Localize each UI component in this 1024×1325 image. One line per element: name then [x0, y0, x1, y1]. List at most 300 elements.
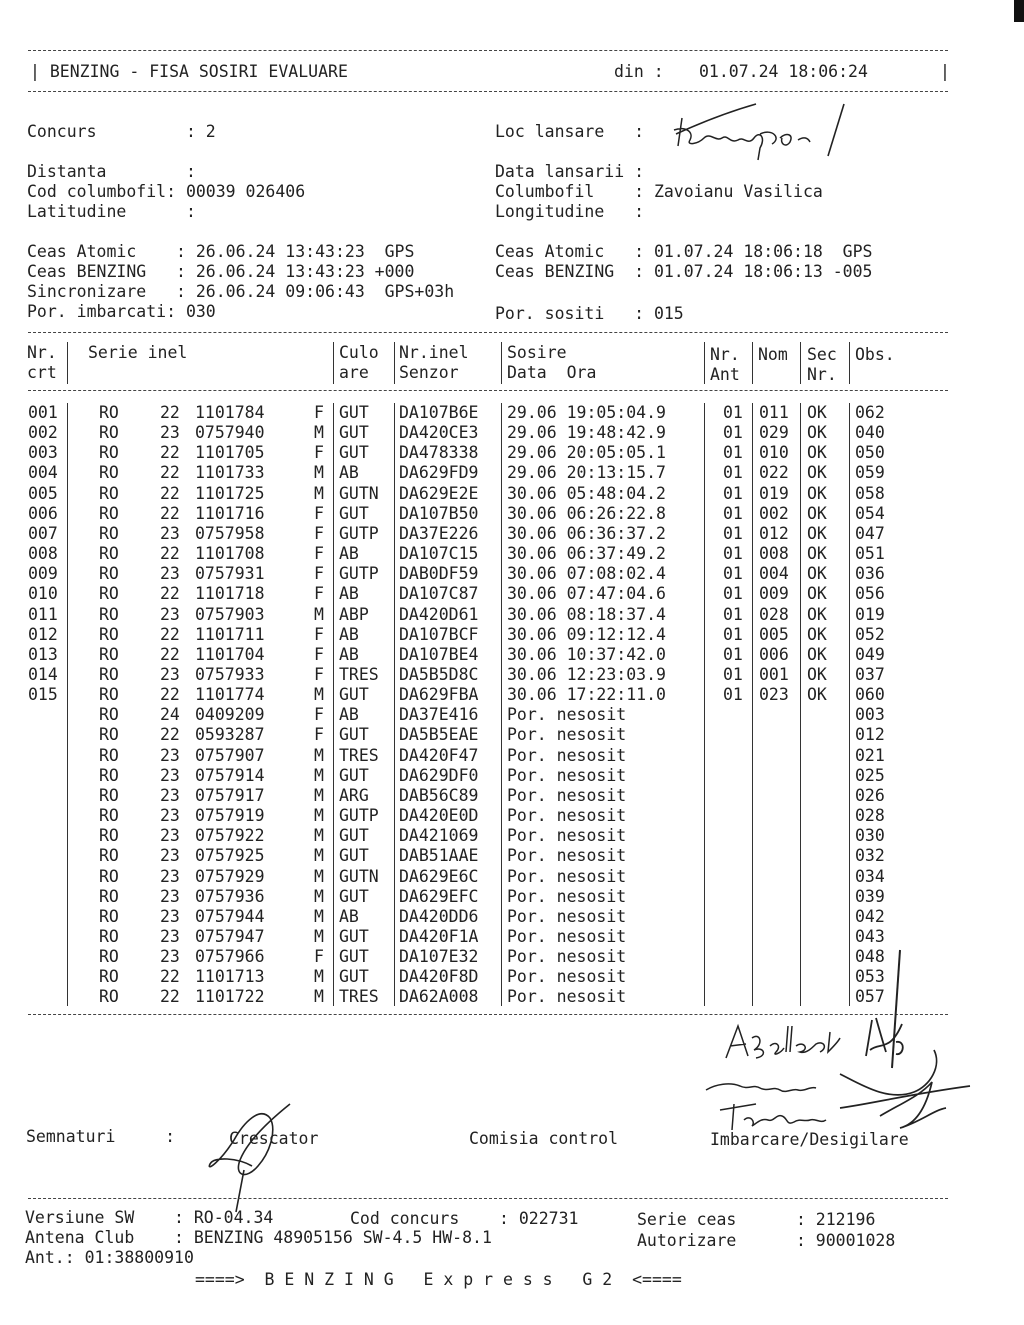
col-sec-header: Sec — [807, 345, 837, 364]
cell-ant: 01 — [723, 423, 743, 443]
cell-an: 23 — [160, 745, 180, 765]
cell-an: 23 — [160, 564, 180, 584]
cell-inel: 1101725 — [195, 483, 265, 503]
cell-ro: RO — [99, 806, 119, 825]
body-sep — [704, 403, 705, 1006]
cell-senzor: DA420DD6 — [399, 906, 479, 926]
cell-nr: 013 — [28, 644, 58, 664]
cell-nr: 004 — [28, 463, 58, 483]
cell-ro: RO — [99, 745, 119, 765]
cell-sex: M — [314, 967, 324, 987]
cell-inel: 0757944 — [195, 906, 265, 926]
cell-nom: 023 — [759, 685, 789, 705]
cell-senzor: DA421069 — [399, 826, 479, 846]
cell-an: 23 — [160, 846, 180, 866]
cell-sex: M — [314, 463, 324, 483]
cell-inel: 0757966 — [195, 947, 265, 966]
cell-an: 22 — [160, 544, 180, 563]
commission-signatures — [720, 1012, 980, 1132]
body-sep — [501, 403, 502, 1006]
cell-culoare: AB — [339, 544, 359, 563]
cell-inel: 1101784 — [195, 403, 265, 422]
cell-obs: 059 — [855, 463, 885, 483]
cell-nom: 028 — [759, 604, 789, 624]
cell-senzor: DA420CE3 — [399, 423, 479, 443]
por-sositi-field: Por. sositi : 015 — [495, 304, 684, 323]
cell-senzor: DA62A008 — [399, 987, 479, 1007]
cell-sosire: 29.06 20:13:15.7 — [507, 463, 666, 483]
cell-obs: 060 — [855, 685, 885, 705]
cell-culoare: AB — [339, 584, 359, 604]
cell-culoare: TRES — [339, 745, 379, 765]
autorizare: Autorizare : 90001028 — [637, 1231, 896, 1250]
cell-obs: 032 — [855, 846, 885, 866]
cell-inel: 1101711 — [195, 624, 265, 644]
cell-obs: 003 — [855, 705, 885, 725]
cell-senzor: DA5B5EAE — [399, 725, 479, 745]
body-sep — [849, 403, 850, 1006]
cell-obs: 012 — [855, 725, 885, 745]
cell-senzor: DA107B50 — [399, 503, 479, 523]
cell-sosire: Por. nesosit — [507, 967, 627, 987]
cell-an: 23 — [160, 906, 180, 926]
cell-senzor: DA107BE4 — [399, 644, 479, 664]
cell-inel: 1101716 — [195, 503, 265, 523]
cell-sosire: Por. nesosit — [507, 785, 627, 805]
cell-sosire: 30.06 07:08:02.4 — [507, 564, 666, 584]
cell-ant: 01 — [723, 503, 743, 523]
col-culoare-header: Culo — [339, 343, 379, 362]
cell-senzor: DA107C15 — [399, 544, 479, 563]
body-sep — [67, 403, 68, 1006]
cell-nr: 011 — [28, 604, 58, 624]
ceas-benzing-end: Ceas BENZING : 01.07.24 18:06:13 -005 — [495, 262, 873, 281]
cell-inel: 0757917 — [195, 785, 265, 805]
cell-sosire: Por. nesosit — [507, 725, 627, 745]
cell-an: 23 — [160, 523, 180, 543]
cell-nr: 007 — [28, 523, 58, 543]
cell-ro: RO — [99, 685, 119, 705]
cell-an: 22 — [160, 967, 180, 987]
cell-senzor: DA629DF0 — [399, 765, 479, 785]
cell-ant: 01 — [723, 564, 743, 584]
cell-sosire: Por. nesosit — [507, 947, 627, 966]
cell-culoare: GUT — [339, 725, 369, 745]
loc-lansare-signature — [668, 98, 858, 164]
cell-sosire: 30.06 10:37:42.0 — [507, 644, 666, 664]
cell-ant: 01 — [723, 403, 743, 422]
cell-senzor: DA629EFC — [399, 886, 479, 906]
cell-an: 23 — [160, 423, 180, 443]
cell-inel: 0757933 — [195, 665, 265, 684]
crescator-signature — [200, 1100, 310, 1220]
cod-concurs: Cod concurs : 022731 — [350, 1209, 579, 1228]
cell-nr: 002 — [28, 423, 58, 443]
cell-sosire: 30.06 07:47:04.6 — [507, 584, 666, 604]
cell-ro: RO — [99, 765, 119, 785]
col-crt-header: crt — [27, 363, 57, 382]
cell-sosire: 30.06 12:23:03.9 — [507, 665, 666, 684]
cell-sec: OK — [807, 483, 827, 503]
cell-obs: 039 — [855, 886, 885, 906]
cell-sex: F — [314, 665, 324, 684]
cell-sec: OK — [807, 403, 827, 422]
ceas-benzing-start: Ceas BENZING : 26.06.24 13:43:23 +000 — [27, 262, 415, 281]
header-sep — [800, 342, 801, 384]
cell-obs: 062 — [855, 403, 885, 422]
cell-sex: F — [314, 584, 324, 604]
cell-culoare: TRES — [339, 665, 379, 684]
cell-sex: F — [314, 523, 324, 543]
cell-ant: 01 — [723, 624, 743, 644]
cell-obs: 051 — [855, 544, 885, 563]
cell-an: 23 — [160, 866, 180, 886]
cell-sec: OK — [807, 564, 827, 584]
body-sep — [333, 403, 334, 1006]
col-nom-header: Nom — [758, 345, 788, 364]
cell-an: 23 — [160, 947, 180, 966]
cell-nr: 009 — [28, 564, 58, 584]
cell-senzor: DA420D61 — [399, 604, 479, 624]
cell-sex: M — [314, 765, 324, 785]
cell-sex: M — [314, 926, 324, 946]
cell-ro: RO — [99, 403, 119, 422]
cell-sosire: 29.06 19:48:42.9 — [507, 423, 666, 443]
cell-ro: RO — [99, 463, 119, 483]
cell-sosire: Por. nesosit — [507, 926, 627, 946]
cell-nr: 015 — [28, 685, 58, 705]
header-sep — [394, 342, 395, 384]
cell-nr: 014 — [28, 665, 58, 684]
cell-culoare: GUT — [339, 846, 369, 866]
cell-nr: 012 — [28, 624, 58, 644]
cell-culoare: GUT — [339, 443, 369, 463]
cell-ro: RO — [99, 987, 119, 1007]
cell-ant: 01 — [723, 523, 743, 543]
cell-ant: 01 — [723, 685, 743, 705]
cell-ro: RO — [99, 544, 119, 563]
cell-an: 23 — [160, 665, 180, 684]
cell-sosire: 30.06 09:12:12.4 — [507, 624, 666, 644]
cell-sosire: 30.06 08:18:37.4 — [507, 604, 666, 624]
cell-sex: M — [314, 806, 324, 825]
cell-senzor: DA629E2E — [399, 483, 479, 503]
cell-sex: M — [314, 685, 324, 705]
cell-sec: OK — [807, 685, 827, 705]
col-culoare-header-2: are — [339, 363, 369, 382]
cell-sosire: Por. nesosit — [507, 806, 627, 825]
cell-sosire: Por. nesosit — [507, 705, 627, 725]
cell-an: 23 — [160, 765, 180, 785]
cell-obs: 049 — [855, 644, 885, 664]
imbarcare-desigilare-label: Imbarcare/Desigilare — [710, 1130, 909, 1149]
crescator-label: Crescator — [229, 1129, 319, 1148]
body-sep — [752, 403, 753, 1006]
cell-senzor: DA107BCF — [399, 624, 479, 644]
cell-sex: M — [314, 826, 324, 846]
cell-an: 23 — [160, 886, 180, 906]
versiune-sw: Versiune SW : RO-04.34 — [25, 1208, 274, 1227]
cell-obs: 042 — [855, 906, 885, 926]
cell-sec: OK — [807, 604, 827, 624]
columbofil-field: Columbofil : Zavoianu Vasilica — [495, 182, 823, 201]
loc-lansare-field: Loc lansare : — [495, 122, 645, 141]
cell-senzor: DAB56C89 — [399, 785, 479, 805]
cell-ro: RO — [99, 564, 119, 584]
cell-inel: 0593287 — [195, 725, 265, 745]
cell-inel: 1101718 — [195, 584, 265, 604]
cell-sosire: 30.06 06:26:22.8 — [507, 503, 666, 523]
col-serie-header: Serie inel — [88, 343, 188, 362]
latitudine-field: Latitudine : — [27, 202, 196, 221]
cell-ant: 01 — [723, 483, 743, 503]
cell-inel: 0757947 — [195, 926, 265, 946]
document-title: | BENZING - FISA SOSIRI EVALUARE — [30, 62, 348, 81]
cell-senzor: DAB0DF59 — [399, 564, 479, 584]
cell-culoare: ABP — [339, 604, 369, 624]
cell-obs: 054 — [855, 503, 885, 523]
cell-nom: 022 — [759, 463, 789, 483]
cell-senzor: DA107E32 — [399, 947, 479, 966]
cell-sex: M — [314, 785, 324, 805]
cod-columbofil-field: Cod columbofil: 00039 026406 — [27, 182, 306, 201]
cell-nom: 019 — [759, 483, 789, 503]
cell-sosire: 29.06 19:05:04.9 — [507, 403, 666, 422]
cell-an: 22 — [160, 403, 180, 422]
cell-sec: OK — [807, 584, 827, 604]
cell-sec: OK — [807, 644, 827, 664]
cell-nr: 005 — [28, 483, 58, 503]
cell-sosire: 29.06 20:05:05.1 — [507, 443, 666, 463]
cell-nom: 001 — [759, 665, 789, 684]
din-label: din : — [614, 62, 664, 81]
cell-ro: RO — [99, 866, 119, 886]
col-nrinel-header: Nr.inel — [399, 343, 469, 362]
cell-inel: 0757925 — [195, 846, 265, 866]
cell-nr: 010 — [28, 584, 58, 604]
cell-an: 22 — [160, 685, 180, 705]
cell-an: 22 — [160, 987, 180, 1007]
cell-culoare: GUTP — [339, 564, 379, 584]
cell-sex: M — [314, 846, 324, 866]
cell-nom: 006 — [759, 644, 789, 664]
cell-obs: 052 — [855, 624, 885, 644]
cell-culoare: ARG — [339, 785, 369, 805]
cell-obs: 037 — [855, 665, 885, 684]
cell-obs: 034 — [855, 866, 885, 886]
cell-an: 22 — [160, 503, 180, 523]
cell-culoare: AB — [339, 624, 359, 644]
cell-inel: 0757929 — [195, 866, 265, 886]
por-imbarcati-field: Por. imbarcati: 030 — [27, 302, 216, 321]
cell-senzor: DA5B5D8C — [399, 665, 479, 684]
cell-ant: 01 — [723, 443, 743, 463]
cell-sosire: 30.06 06:36:37.2 — [507, 523, 666, 543]
col-senzor-header: Senzor — [399, 363, 459, 382]
cell-senzor: DA629E6C — [399, 866, 479, 886]
cell-sex: F — [314, 725, 324, 745]
cell-an: 24 — [160, 705, 180, 725]
cell-culoare: GUT — [339, 423, 369, 443]
cell-inel: 1101708 — [195, 544, 265, 563]
cell-ant: 01 — [723, 644, 743, 664]
cell-nom: 002 — [759, 503, 789, 523]
longitudine-field: Longitudine : — [495, 202, 645, 221]
semnaturi-label: Semnaturi : — [26, 1127, 176, 1146]
cell-inel: 0757936 — [195, 886, 265, 906]
cell-senzor: DA629FD9 — [399, 463, 479, 483]
cell-senzor: DA478338 — [399, 443, 479, 463]
cell-ro: RO — [99, 503, 119, 523]
cell-sex: M — [314, 866, 324, 886]
cell-sex: F — [314, 644, 324, 664]
cell-ro: RO — [99, 443, 119, 463]
cell-ro: RO — [99, 705, 119, 725]
cell-an: 22 — [160, 725, 180, 745]
cell-ant: 01 — [723, 544, 743, 563]
cell-sex: F — [314, 947, 324, 966]
cell-inel: 0757958 — [195, 523, 265, 543]
cell-sosire: Por. nesosit — [507, 866, 627, 886]
cell-senzor: DAB51AAE — [399, 846, 479, 866]
cell-sex: F — [314, 403, 324, 422]
col-sec-nr-header: Nr. — [807, 365, 837, 384]
cell-culoare: GUTP — [339, 523, 379, 543]
cell-inel: 0757940 — [195, 423, 265, 443]
cell-obs: 026 — [855, 785, 885, 805]
header-sep — [849, 342, 850, 384]
col-sosire-header: Sosire — [507, 343, 567, 362]
cell-sex: M — [314, 987, 324, 1007]
cell-senzor: DA37E226 — [399, 523, 479, 543]
header-top-rule — [28, 50, 948, 51]
cell-culoare: GUT — [339, 886, 369, 906]
cell-an: 22 — [160, 483, 180, 503]
table-header-rule — [28, 390, 948, 391]
cell-sosire: 30.06 06:37:49.2 — [507, 544, 666, 563]
cell-senzor: DA420F8D — [399, 967, 479, 987]
cell-inel: 0757931 — [195, 564, 265, 584]
cell-sex: M — [314, 906, 324, 926]
cell-an: 23 — [160, 826, 180, 846]
cell-inel: 0757907 — [195, 745, 265, 765]
header-sep — [333, 342, 334, 384]
cell-obs: 021 — [855, 745, 885, 765]
cell-nom: 004 — [759, 564, 789, 584]
cell-ro: RO — [99, 423, 119, 443]
cell-obs: 057 — [855, 987, 885, 1007]
cell-sosire: Por. nesosit — [507, 826, 627, 846]
cell-ro: RO — [99, 644, 119, 664]
cell-sosire: Por. nesosit — [507, 745, 627, 765]
cell-culoare: AB — [339, 906, 359, 926]
col-data-ora-header: Data Ora — [507, 363, 597, 382]
cell-nom: 010 — [759, 443, 789, 463]
cell-culoare: AB — [339, 644, 359, 664]
cell-obs: 058 — [855, 483, 885, 503]
cell-ro: RO — [99, 483, 119, 503]
cell-culoare: GUTP — [339, 806, 379, 825]
cell-ro: RO — [99, 846, 119, 866]
antena-club: Antena Club : BENZING 48905156 SW-4.5 HW-8.1 — [25, 1228, 492, 1247]
cell-sec: OK — [807, 463, 827, 483]
cell-inel: 1101733 — [195, 463, 265, 483]
cell-sec: OK — [807, 544, 827, 563]
cell-senzor: DA107C87 — [399, 584, 479, 604]
cell-sex: F — [314, 705, 324, 725]
concurs-field: Concurs : 2 — [27, 122, 216, 141]
header-sep — [501, 342, 502, 384]
cell-ro: RO — [99, 584, 119, 604]
cell-sex: F — [314, 564, 324, 584]
cell-ro: RO — [99, 665, 119, 684]
cell-nom: 005 — [759, 624, 789, 644]
cell-inel: 0757919 — [195, 806, 265, 825]
cell-culoare: GUT — [339, 403, 369, 422]
cell-obs: 056 — [855, 584, 885, 604]
header-right-bar: | — [940, 62, 950, 81]
cell-sec: OK — [807, 523, 827, 543]
col-ant-header: Nr. — [710, 345, 740, 364]
cell-nr: 006 — [28, 503, 58, 523]
cell-senzor: DA37E416 — [399, 705, 479, 725]
cell-obs: 019 — [855, 604, 885, 624]
cell-ant: 01 — [723, 584, 743, 604]
cell-inel: 0757914 — [195, 765, 265, 785]
cell-culoare: AB — [339, 463, 359, 483]
cell-nr: 001 — [28, 403, 58, 422]
cell-culoare: GUT — [339, 765, 369, 785]
cell-sec: OK — [807, 503, 827, 523]
cell-sec: OK — [807, 624, 827, 644]
sincronizare-field: Sincronizare : 26.06.24 09:06:43 GPS+03h — [27, 282, 455, 301]
cell-ro: RO — [99, 826, 119, 846]
cell-ro: RO — [99, 725, 119, 745]
cell-an: 23 — [160, 926, 180, 946]
cell-obs: 053 — [855, 967, 885, 987]
cell-sec: OK — [807, 423, 827, 443]
scan-edge-mark — [1014, 0, 1024, 22]
cell-nom: 008 — [759, 544, 789, 563]
cell-culoare: GUTN — [339, 483, 379, 503]
table-top-rule — [28, 332, 948, 333]
ceas-atomic-start: Ceas Atomic : 26.06.24 13:43:23 GPS — [27, 242, 415, 261]
body-sep — [800, 403, 801, 1006]
cell-inel: 1101722 — [195, 987, 265, 1007]
cell-nr: 008 — [28, 544, 58, 563]
cell-an: 22 — [160, 624, 180, 644]
cell-an: 22 — [160, 644, 180, 664]
cell-ro: RO — [99, 624, 119, 644]
distanta-field: Distanta : — [27, 162, 196, 181]
col-obs-header: Obs. — [855, 345, 895, 364]
cell-inel: 1101704 — [195, 644, 265, 664]
cell-an: 23 — [160, 604, 180, 624]
comisia-control-label: Comisia control — [469, 1129, 619, 1148]
cell-nom: 012 — [759, 523, 789, 543]
cell-sosire: Por. nesosit — [507, 987, 627, 1007]
cell-ant: 01 — [723, 665, 743, 684]
cell-obs: 047 — [855, 523, 885, 543]
cell-inel: 0409209 — [195, 705, 265, 725]
cell-obs: 030 — [855, 826, 885, 846]
cell-sex: F — [314, 624, 324, 644]
cell-nom: 009 — [759, 584, 789, 604]
cell-sosire: Por. nesosit — [507, 906, 627, 926]
cell-obs: 025 — [855, 765, 885, 785]
cell-ro: RO — [99, 967, 119, 987]
cell-ro: RO — [99, 947, 119, 966]
